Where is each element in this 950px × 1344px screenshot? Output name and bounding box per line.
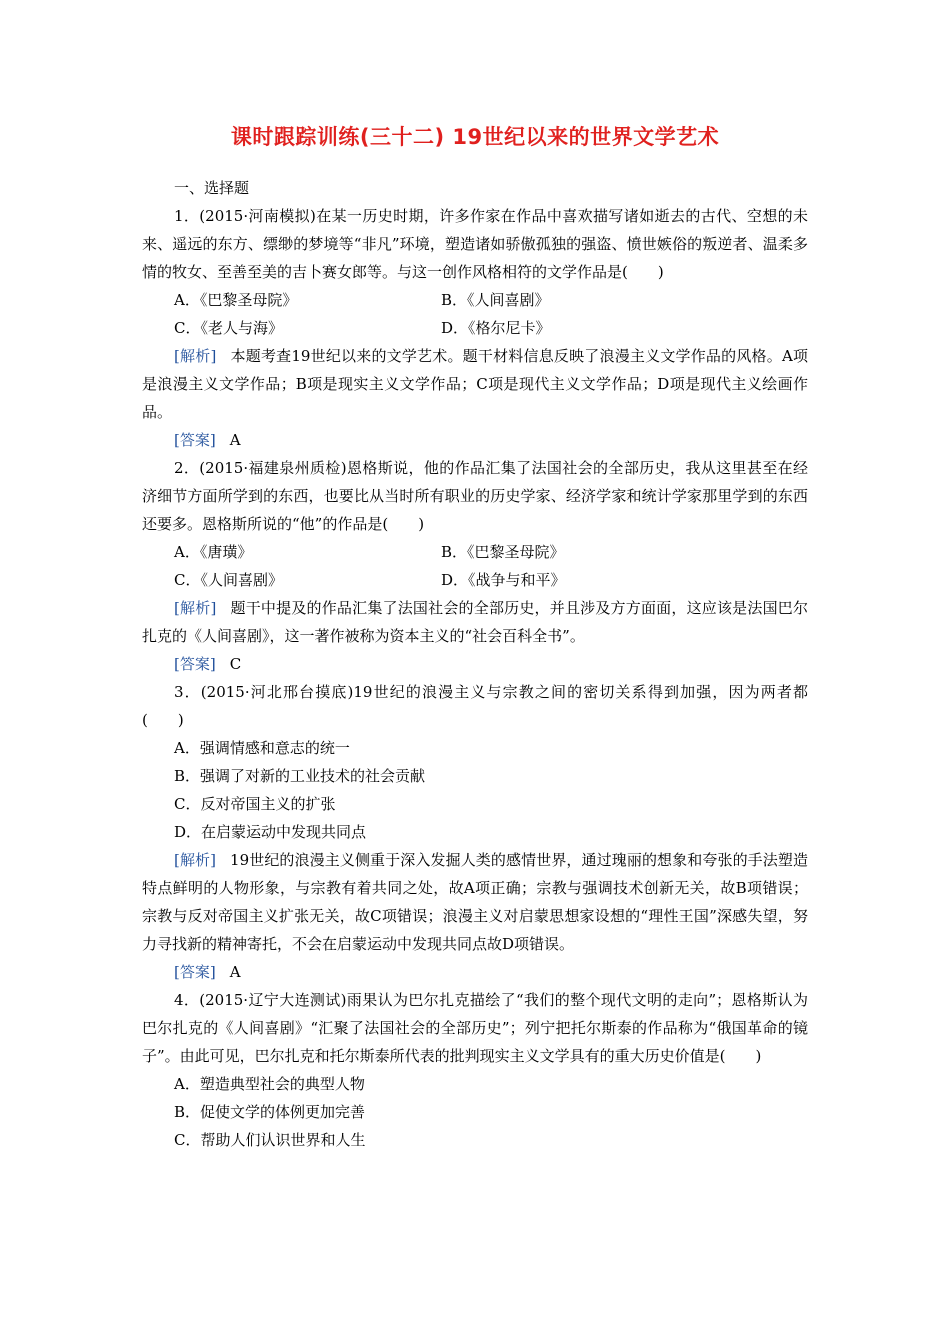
question-stem: 1．(2015·河南模拟)在某一历史时期，许多作家在作品中喜欢描写诸如逝去的古代、空想的未来、遥远的东方、缥缈的梦境等“非凡”环境，塑造诸如骄傲孤独的强盗、愤世嫉俗的叛逆者、温柔多情的牧女、至善至美的吉卜赛女郎等。与这一创作风格相符的文学作品是( ) xyxy=(142,207,808,281)
analysis-block xyxy=(142,342,808,426)
analysis-block xyxy=(142,846,808,958)
option-c: C．反对帝国主义的扩张 xyxy=(174,795,336,813)
question-2 xyxy=(142,454,808,678)
options-row xyxy=(142,566,808,594)
option-d: D．在启蒙运动中发现共同点 xyxy=(174,823,367,841)
question-4 xyxy=(142,986,808,1154)
question-1 xyxy=(142,202,808,454)
option-d: D．《格尔尼卡》 xyxy=(441,319,551,337)
option-a: A．强调情感和意志的统一 xyxy=(174,739,350,757)
option-a: A．《巴黎圣母院》 xyxy=(174,291,298,309)
answer-tag: [答案] xyxy=(174,655,216,673)
option-a: A．塑造典型社会的典型人物 xyxy=(174,1075,365,1093)
option-b: B．《巴黎圣母院》 xyxy=(441,543,565,561)
option-b: B．促使文学的体例更加完善 xyxy=(174,1103,366,1121)
question-stem: 3．(2015·河北邢台摸底)19世纪的浪漫主义与宗教之间的密切关系得到加强，因为两者都( ) xyxy=(142,683,808,729)
options-row xyxy=(142,538,808,566)
question-stem: 2．(2015·福建泉州质检)恩格斯说，他的作品汇集了法国社会的全部历史，我从这里甚至在经济细节方面所学到的东西，也要比从当时所有职业的历史学家、经济学家和统计学家那里学到的东西还要多。恩格斯所说的“他”的作品是( ) xyxy=(142,459,808,533)
page-title: 课时跟踪训练(三十二) 19世纪以来的世界文学艺术 xyxy=(230,125,720,149)
option-b: B．强调了对新的工业技术的社会贡献 xyxy=(174,767,426,785)
option-d: D．《战争与和平》 xyxy=(441,571,566,589)
analysis-tag: [解析] xyxy=(174,347,217,365)
option-c: C．帮助人们认识世界和人生 xyxy=(174,1131,366,1149)
options-row xyxy=(142,286,808,314)
answer-value: A xyxy=(229,963,241,981)
option-c: C．《老人与海》 xyxy=(174,319,283,337)
question-3 xyxy=(142,678,808,986)
answer-value: A xyxy=(229,431,241,449)
answer-value: C xyxy=(229,655,242,673)
analysis-text: 本题考查19世纪以来的文学艺术。题干材料信息反映了浪漫主义文学作品的风格。A项是浪漫主义文学作品；B项是现实主义文学作品；C项是现代主义文学作品；D项是现代主义绘画作品。 xyxy=(142,347,808,421)
analysis-text: 题干中提及的作品汇集了法国社会的全部历史，并且涉及方方面面，这应该是法国巴尔扎克的《人间喜剧》，这一著作被称为资本主义的“社会百科全书”。 xyxy=(142,599,808,645)
section-heading: 一、选择题 xyxy=(174,179,250,197)
analysis-text: 19世纪的浪漫主义侧重于深入发掘人类的感情世界，通过瑰丽的想象和夸张的手法塑造特点鲜明的人物形象，与宗教有着共同之处，故A项正确；宗教与强调技术创新无关，故B项错误；宗教与反对帝国主义扩张无关，故C项错误；浪漫主义对启蒙思想家设想的“理性王国”深感失望，努力寻找新的精神寄托，不会在启蒙运动中发现共同点故D项错误。 xyxy=(142,851,808,953)
analysis-tag: [解析] xyxy=(174,851,217,869)
answer-tag: [答案] xyxy=(174,963,216,981)
options-row xyxy=(142,314,808,342)
question-stem: 4．(2015·辽宁大连测试)雨果认为巴尔扎克描绘了“我们的整个现代文明的走向”；恩格斯认为巴尔扎克的《人间喜剧》“汇聚了法国社会的全部历史”；列宁把托尔斯泰的作品称为“俄国革命的镜子”。由此可见，巴尔扎克和托尔斯泰所代表的批判现实主义文学具有的重大历史价值是( ) xyxy=(142,991,808,1065)
option-b: B．《人间喜剧》 xyxy=(441,291,550,309)
answer-block xyxy=(142,958,808,986)
answer-block xyxy=(142,426,808,454)
option-a: A．《唐璜》 xyxy=(174,543,253,561)
analysis-tag: [解析] xyxy=(174,599,217,617)
answer-tag: [答案] xyxy=(174,431,216,449)
analysis-block xyxy=(142,594,808,650)
option-c: C．《人间喜剧》 xyxy=(174,571,283,589)
answer-block xyxy=(142,650,808,678)
